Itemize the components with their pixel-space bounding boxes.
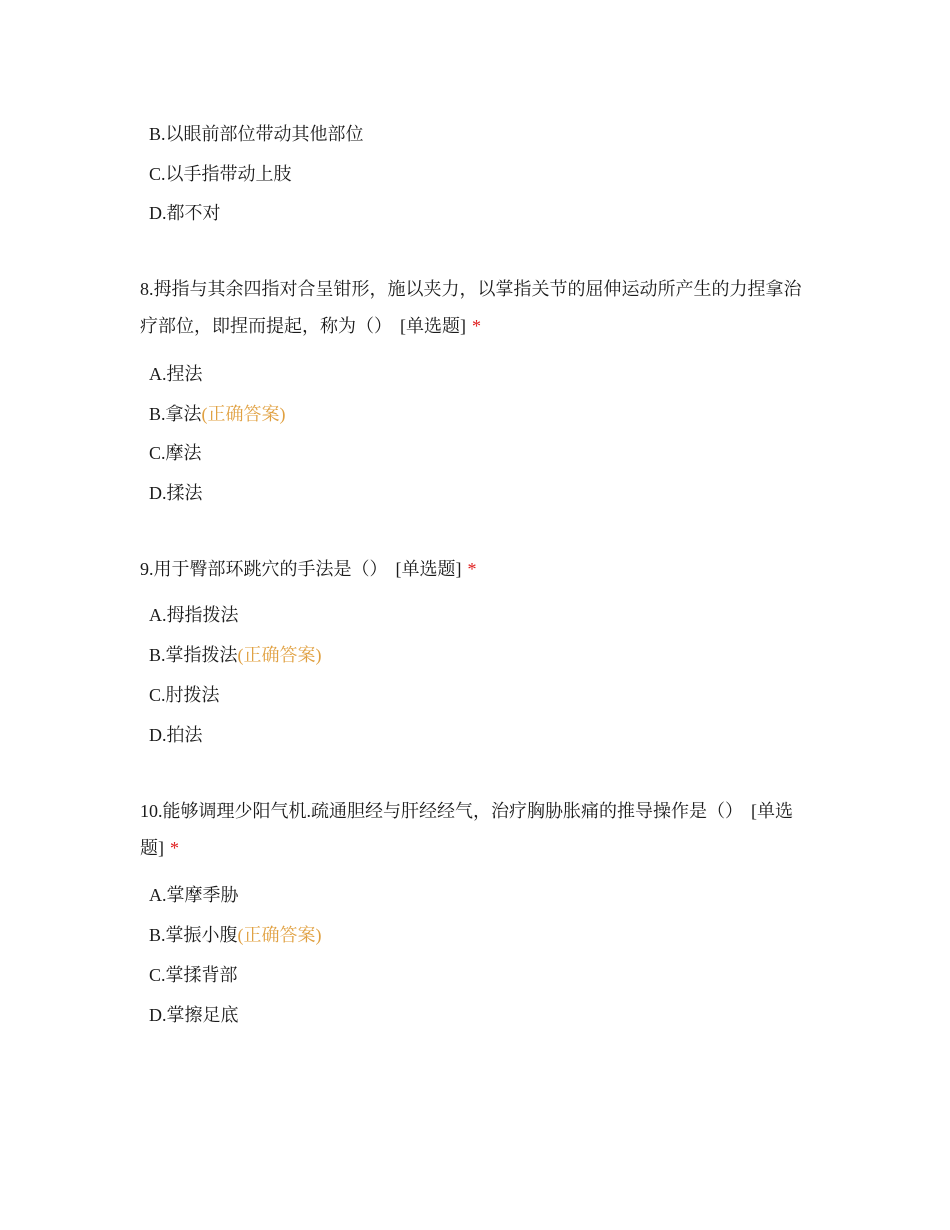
option-item[interactable]: D.揉法	[149, 483, 203, 503]
required-mark: *	[170, 838, 179, 858]
correct-answer-label: (正确答案)	[237, 925, 322, 945]
question-type-tag: [单选题]	[400, 316, 466, 336]
option-item[interactable]: C.摩法	[149, 443, 202, 463]
option-item[interactable]: D.掌擦足底	[149, 1005, 239, 1025]
option-item[interactable]	[149, 402, 286, 426]
question-text: 8.拇指与其余四指对合呈钳形，施以夹力，以掌指关节的屈伸运动所产生的力捏拿治疗部位，即捏而提起，称为（）	[140, 279, 802, 336]
option-item[interactable]: A.掌摩季胁	[149, 885, 239, 905]
option-item[interactable]: A.捏法	[149, 364, 203, 384]
required-mark: *	[467, 559, 477, 579]
option-item[interactable]: C.肘拨法	[149, 685, 220, 705]
option-item[interactable]	[149, 643, 322, 667]
question-title	[140, 551, 815, 588]
question-title	[140, 271, 815, 345]
option-item[interactable]: B.以眼前部位带动其他部位	[149, 124, 364, 144]
correct-answer-label: (正确答案)	[201, 404, 286, 424]
option-item[interactable]: D.拍法	[149, 725, 203, 745]
option-item[interactable]: D.都不对	[149, 203, 221, 223]
option-text: B.掌振小腹	[149, 925, 238, 945]
question-type-tag: [单选题]	[395, 559, 462, 579]
option-text: B.掌指拨法	[149, 645, 238, 665]
question-text: 9.用于臀部环跳穴的手法是（）	[140, 559, 388, 579]
question-title	[140, 793, 815, 867]
correct-answer-label: (正确答案)	[237, 645, 322, 665]
option-text: B.拿法	[149, 404, 202, 424]
option-item[interactable]: C.掌揉背部	[149, 965, 238, 985]
question-type-tag: [单选题]	[140, 801, 793, 858]
option-item[interactable]: A.拇指拨法	[149, 605, 239, 625]
required-mark: *	[472, 316, 481, 336]
option-item[interactable]: C.以手指带动上肢	[149, 164, 292, 184]
option-item[interactable]	[149, 923, 322, 947]
question-text: 10.能够调理少阳气机.疏通胆经与肝经经气，治疗胸胁胀痛的推导操作是（）	[140, 801, 743, 821]
